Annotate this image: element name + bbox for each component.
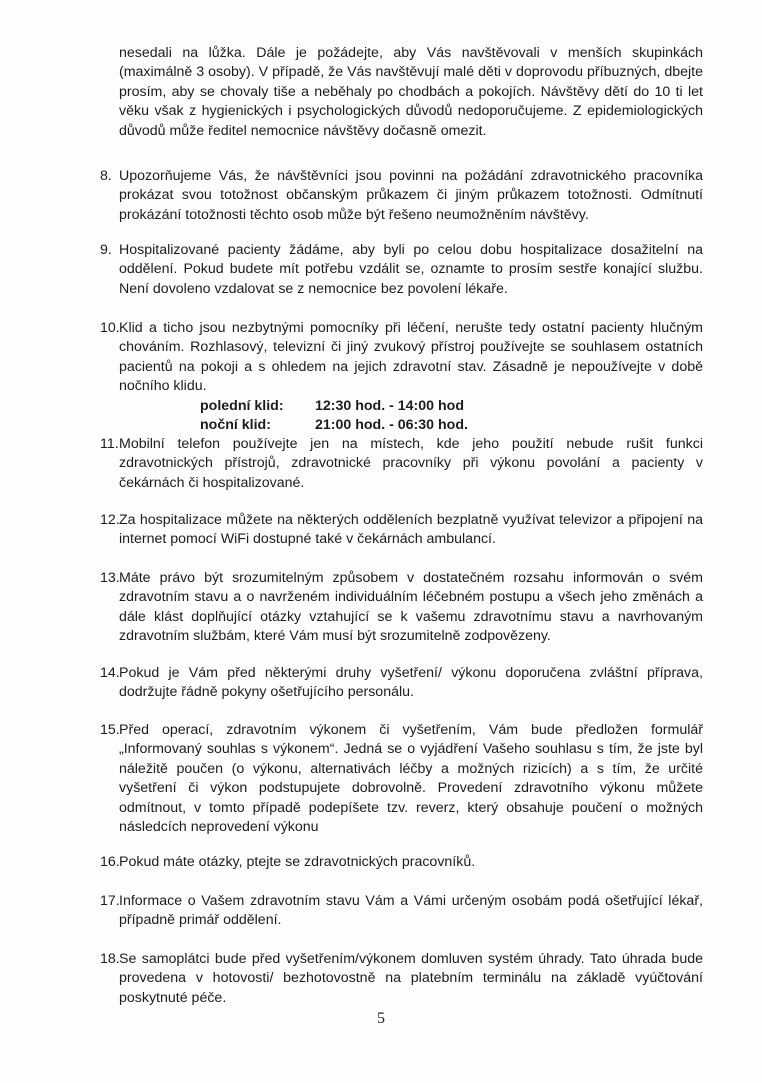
list-item-13 [100, 569, 703, 647]
item-number: 13. [100, 570, 120, 586]
item-text: Pokud máte otázky, ptejte se zdravotnických pracovníků. [119, 854, 476, 870]
quiet-hours-value: 12:30 hod. - 14:00 hod [315, 397, 465, 414]
quiet-hours [200, 397, 703, 436]
page-number: 5 [377, 1010, 385, 1027]
list-item-17 [100, 892, 703, 931]
list-item-12 [100, 511, 703, 550]
item-number: 11. [100, 436, 119, 452]
item-number: 10. [100, 320, 120, 336]
list-item-9 [100, 241, 703, 299]
item-text: Pokud je Vám před některými druhy vyšetření/ výkonu doporučena zvláštní příprava, dodržujte řádně pokyny ošetřujícího personálu. [119, 665, 703, 701]
item-text: Klid a ticho jsou nezbytnými pomocníky při léčení, nerušte tedy ostatní pacienty hlučným chováním. Rozhlasový, televizní či jiný zvukový přístroj používejte se souhlasem ostatních pacientů na pokoji a s ohledem na jejich zdravotní stav. Zásadně je nepoužívejte v době nočního klidu. [119, 320, 703, 395]
item-number: 9. [100, 242, 112, 258]
list-item-10 [100, 319, 703, 435]
item-number: 17. [100, 893, 120, 909]
item-number: 8. [100, 168, 112, 184]
list-item-11 [100, 435, 703, 493]
quiet-hours-row [200, 397, 703, 416]
list-item-15 [100, 721, 703, 837]
item-number: 14. [100, 665, 120, 681]
item-text: Mobilní telefon používejte jen na místech, kde jeho použití nebude rušit funkci zdravotnických přístrojů, zdravotnické pracovníky při výkonu povolání a pacienty v čekárnách či hospitalizované. [119, 436, 703, 491]
item-text: Se samoplátci bude před vyšetřením/výkonem domluven systém úhrady. Tato úhrada bude provedena v hotovosti/ bezhotovostně na platebním terminálu na základě vyúčtování poskytnuté péče. [119, 951, 703, 1006]
item-text: Hospitalizované pacienty žádáme, aby byli po celou dobu hospitalizace dosažitelní na oddělení. Pokud budete mít potřebu vzdálit se, oznamte to prosím sestře konající službu. Není dovoleno vzdalovat se z nemocnice bez povolení lékaře. [119, 242, 703, 297]
list-item-14 [100, 664, 703, 703]
item-number: 18. [100, 951, 120, 967]
item-number: 16. [100, 854, 120, 870]
list-item-18 [100, 950, 703, 1008]
quiet-hours-value: 21:00 hod. - 06:30 hod. [315, 417, 468, 434]
item-number: 12. [100, 512, 120, 528]
quiet-hours-row [200, 416, 703, 435]
item-number: 15. [100, 722, 120, 738]
quiet-hours-label: polední klid: [200, 397, 284, 414]
item-text: Před operací, zdravotním výkonem či vyšetřením, Vám bude předložen formulář „Informovaný souhlas s výkonem“. Jedná se o vyjádření Vašeho souhlasu s tím, že jste byl náležitě poučen (o výkonu, alternativách léčby a možných rizicích) a s tím, že určité vyšetření či výkon podstupujete dobrovolně. Provedení zdravotního výkonu můžete odmítnout, v tomto případě podepíšete tzv. reverz, který obsahuje poučení o možných následcích neprovedení výkonu [119, 722, 703, 836]
item-text: Informace o Vašem zdravotním stavu Vám a Vámi určeným osobám podá ošetřující lékař, případně primář oddělení. [119, 893, 703, 929]
list-item-16 [100, 853, 703, 872]
item-text: Máte právo být srozumitelným způsobem v dostatečném rozsahu informován o svém zdravotním stavu a o navrženém individuálním léčebném postupu a všech jeho změnách a dále klást doplňující otázky vztahující se k vašemu zdravotnímu stavu a navrhovaným zdravotním službám, které Vám musí být srozumitelně zodpovězeny. [119, 570, 703, 645]
quiet-hours-label: noční klid: [200, 417, 271, 434]
intro-paragraph: nesedali na lůžka. Dále je požádejte, aby Vás navštěvovali v menších skupinkách (maximálně 3 osoby). V případě, že Vás navštěvují malé děti v doprovodu příbuzných, dbejte prosím, aby se chovaly tiše a neběhaly po chodbách a pokojích. Návštěvy dětí do 10 ti let věku však z hygienických i psychologických důvodů nedoporučujeme. Z epidemiologických důvodů může ředitel nemocnice návštěvy dočasně omezit. [119, 45, 703, 139]
list-item-8 [100, 167, 703, 225]
item-text: Upozorňujeme Vás, že návštěvníci jsou povinni na požádání zdravotnického pracovníka prokázat svou totožnost občanským průkazem či jiným průkazem totožnosti. Odmítnutí prokázání totožnosti těchto osob může být řešeno neumožněním návštěvy. [119, 168, 703, 223]
item-text: Za hospitalizace můžete na některých odděleních bezplatně využívat televizor a připojení na internet pomocí WiFi dostupné také v čekárnách ambulancí. [119, 512, 703, 548]
